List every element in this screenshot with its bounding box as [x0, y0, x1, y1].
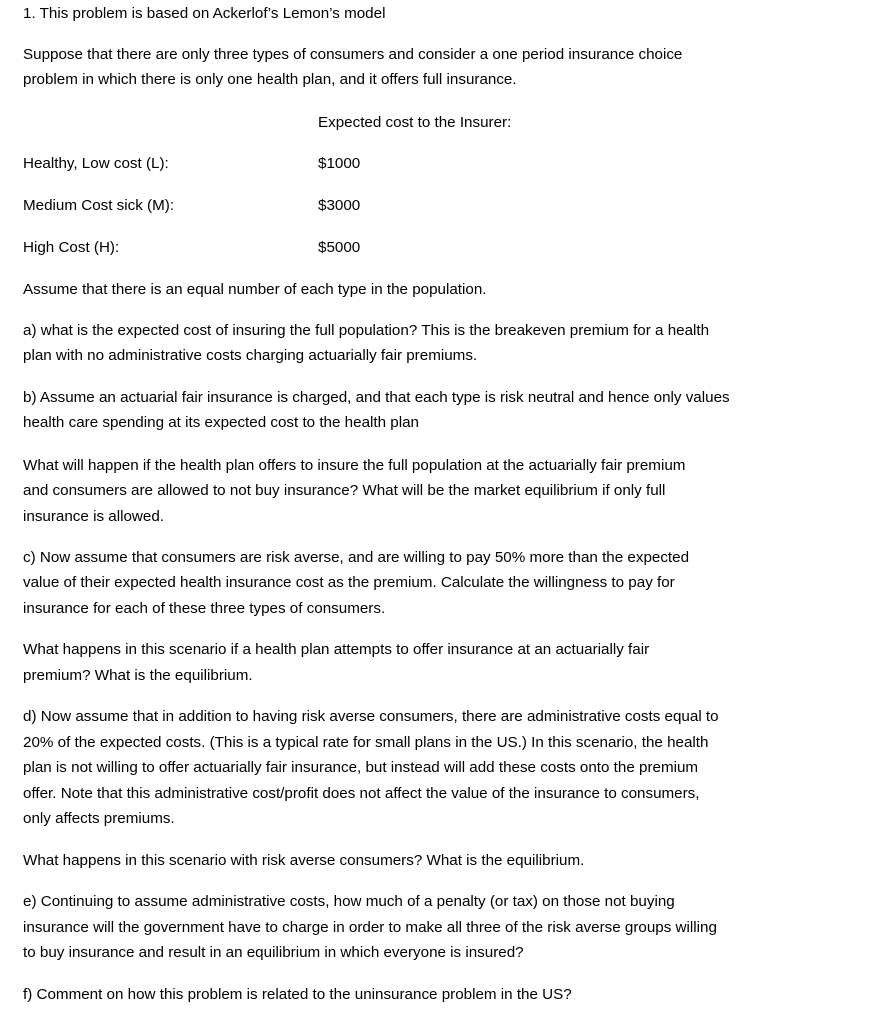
text-line: e) Continuing to assume administrative costs, how much of a penalty (or tax) on those not buying — [23, 893, 675, 910]
assumption-text: Assume that there is an equal number of each type in the population. — [23, 281, 487, 298]
text-line: insurance is allowed. — [23, 508, 164, 525]
text-line: plan with no administrative costs charging actuarially fair premiums. — [23, 347, 478, 364]
text-line: plan is not willing to offer actuarially fair insurance, but instead will add these costs onto the premium — [23, 759, 699, 776]
text-line: problem in which there is only one health plan, and it offers full insurance. — [23, 71, 517, 88]
text-line: c) Now assume that consumers are risk averse, and are willing to pay 50% more than the expected — [23, 549, 690, 566]
text-line: Suppose that there are only three types of consumers and consider a one period insurance choice — [23, 46, 683, 63]
cost-table-type: Healthy, Low cost (L): — [23, 155, 169, 172]
text-line: to buy insurance and result in an equilibrium in which everyone is insured? — [23, 944, 524, 961]
text-line: What will happen if the health plan offers to insure the full population at the actuarially fair premium — [23, 457, 686, 474]
text-line: health care spending at its expected cost to the health plan — [23, 414, 419, 431]
text-line: f) Comment on how this problem is related to the uninsurance problem in the US? — [23, 986, 572, 1003]
text-line: a) what is the expected cost of insuring the full population? This is the breakeven premium for a health — [23, 322, 710, 339]
cost-table-value: $5000 — [318, 239, 361, 256]
cost-table-header: Expected cost to the Insurer: — [318, 114, 512, 131]
text-line: What happens in this scenario with risk averse consumers? What is the equilibrium. — [23, 852, 585, 869]
problem-title: 1. This problem is based on Ackerlof’s Lemon’s model — [23, 5, 386, 22]
text-line: value of their expected health insurance cost as the premium. Calculate the willingness to pay for — [23, 574, 675, 591]
text-line: offer. Note that this administrative cost/profit does not affect the value of the insurance to consumers, — [23, 785, 700, 802]
text-line: 20% of the expected costs. (This is a typical rate for small plans in the US.) In this scenario, the health — [23, 734, 709, 751]
cost-table-type: Medium Cost sick (M): — [23, 197, 175, 214]
text-line: only affects premiums. — [23, 810, 175, 827]
text-line: and consumers are allowed to not buy insurance? What will be the market equilibrium if only full — [23, 482, 666, 499]
text-line: insurance will the government have to charge in order to make all three of the risk averse groups willing — [23, 919, 717, 936]
text-line: premium? What is the equilibrium. — [23, 667, 253, 684]
cost-table-type: High Cost (H): — [23, 239, 120, 256]
text-line: insurance for each of these three types of consumers. — [23, 600, 386, 617]
cost-table-value: $1000 — [318, 155, 361, 172]
text-line: d) Now assume that in addition to having risk averse consumers, there are administrative costs equal to — [23, 708, 719, 725]
text-line: What happens in this scenario if a health plan attempts to offer insurance at an actuarially fair — [23, 641, 650, 658]
cost-table-value: $3000 — [318, 197, 361, 214]
text-line: b) Assume an actuarial fair insurance is charged, and that each type is risk neutral and hence only values — [23, 389, 730, 406]
